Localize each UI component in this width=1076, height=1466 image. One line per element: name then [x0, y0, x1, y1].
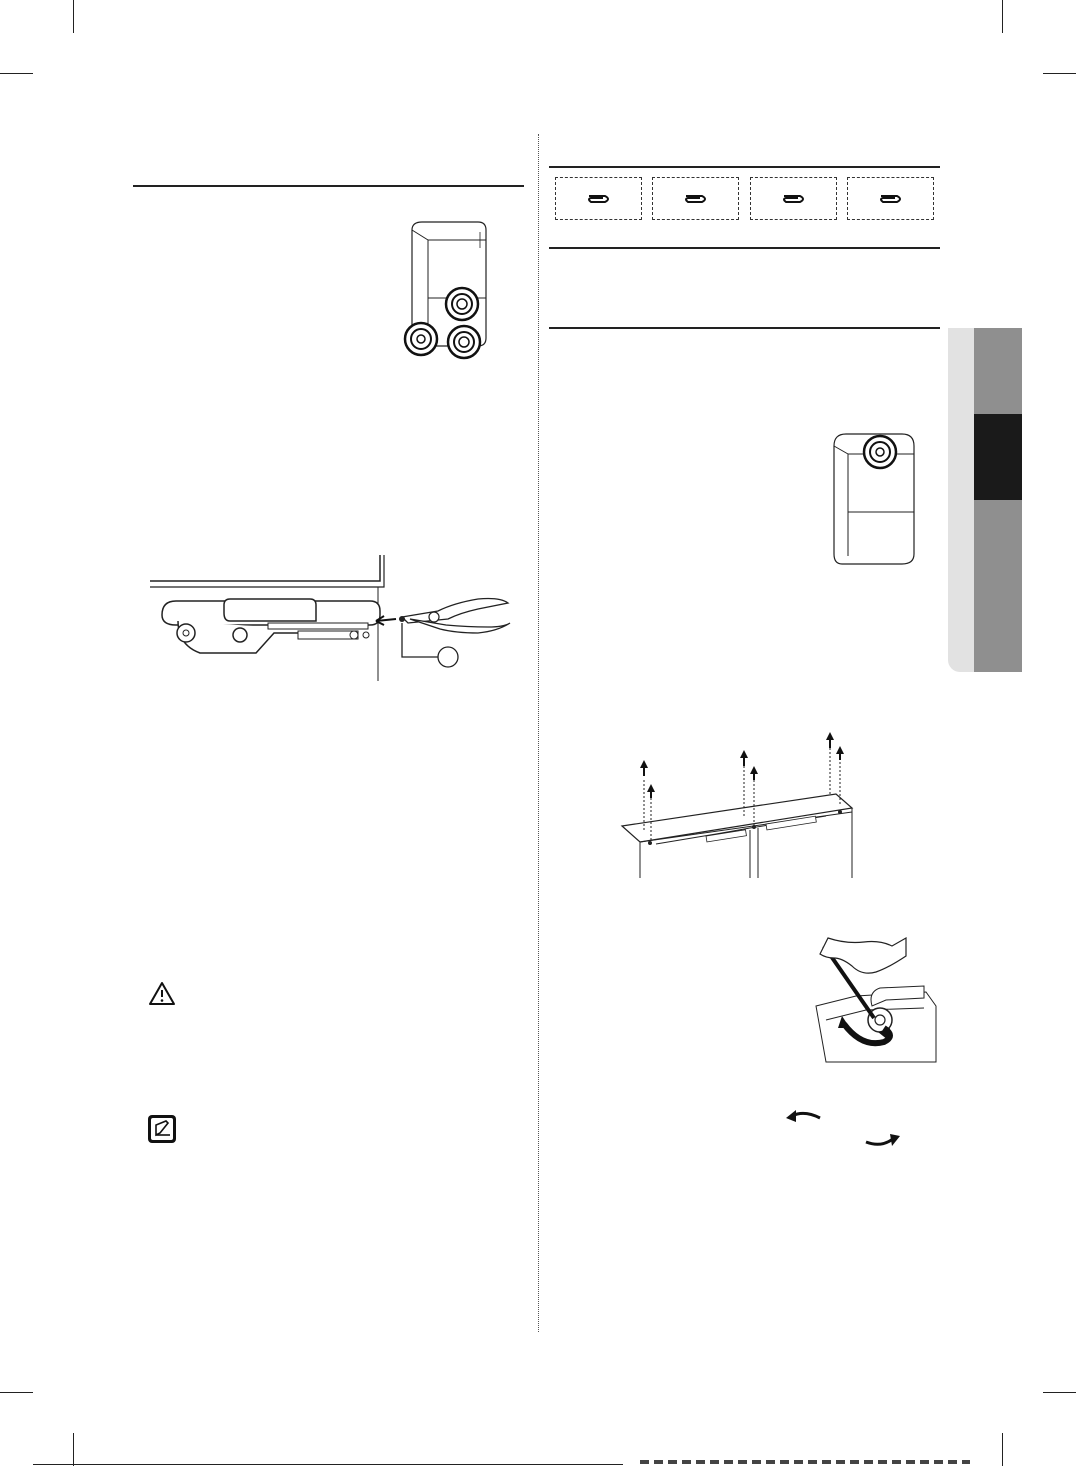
crop-mark-bottom-left-h — [0, 1392, 33, 1393]
caution-triangle-icon — [148, 981, 176, 1006]
clockwise-arrow-icon — [862, 1130, 902, 1148]
part-box-1 — [555, 177, 642, 220]
clip-icon — [780, 192, 808, 206]
counterclockwise-arrow-icon — [784, 1108, 824, 1126]
crop-mark-bottom-left-v — [73, 1433, 74, 1466]
left-section-rule — [133, 185, 524, 187]
note-pencil-icon — [146, 1113, 178, 1145]
side-tab-upper — [974, 328, 1022, 414]
hinge-pliers-diagram — [148, 553, 518, 681]
top-cover-screws-diagram — [616, 730, 862, 878]
part-box-4 — [847, 177, 934, 220]
clip-icon — [877, 192, 905, 206]
bottom-edge-line — [33, 1464, 623, 1465]
hex-wrench-adjust-diagram — [806, 936, 942, 1066]
part-box-3 — [750, 177, 837, 220]
right-parts-rule — [549, 166, 940, 168]
crop-mark-top-right-h — [1043, 73, 1076, 74]
fridge-hinge-locator-diagram — [398, 218, 488, 360]
column-divider — [538, 134, 539, 1332]
crop-mark-bottom-right-v — [1002, 1433, 1003, 1466]
crop-mark-bottom-right-h — [1043, 1392, 1076, 1393]
right-section-rule-2 — [549, 327, 940, 329]
clip-icon — [682, 192, 710, 206]
side-tab-active — [974, 414, 1022, 500]
part-box-2 — [652, 177, 739, 220]
crop-mark-top-left-h — [0, 73, 33, 74]
crop-mark-top-right-v — [1002, 0, 1003, 33]
right-section-rule-1 — [549, 247, 940, 249]
fridge-top-hinge-diagram — [826, 428, 922, 570]
side-tab-lower — [974, 500, 1022, 672]
bottom-edge-print-noise — [640, 1460, 970, 1464]
crop-mark-top-left-v — [73, 0, 74, 33]
clip-icon — [585, 192, 613, 206]
